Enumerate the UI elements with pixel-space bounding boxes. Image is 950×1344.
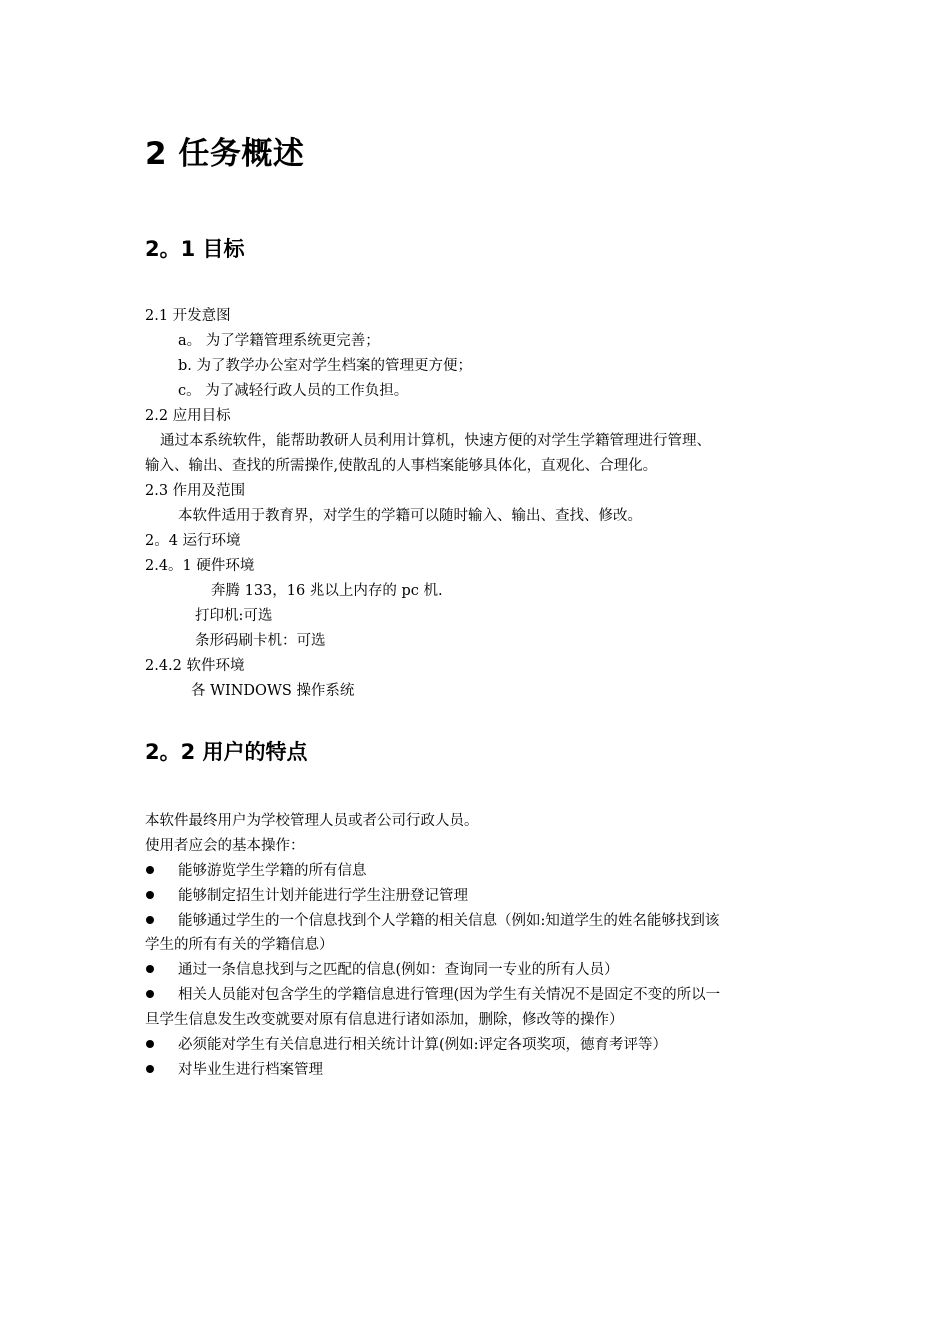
scope-label: 2.3 作用及范围 <box>145 483 246 499</box>
software-os: 各 WINDOWS 操作系统 <box>191 683 355 699</box>
bullet-item-3: 能够通过学生的一个信息找到个人学籍的相关信息（例如:知道学生的姓名能够找到该 <box>178 913 720 929</box>
bullet-dot <box>146 1065 154 1073</box>
bullet-dot <box>146 1040 154 1048</box>
app-goal-line-2: 输入、输出、查找的所需操作,使散乱的人事档案能够具体化，直观化、合理化。 <box>145 458 658 474</box>
dev-intent-item-b: b. 为了教学办公室对学生档案的管理更方便； <box>178 358 472 374</box>
bullet-dot <box>146 990 154 998</box>
section-heading-users: 2。2 用户的特点 <box>145 740 308 764</box>
bullet-item-5: 相关人员能对包含学生的学籍信息进行管理(因为学生有关情况不是固定不变的所以一 <box>178 987 721 1003</box>
hardware-printer: 打印机:可选 <box>195 608 273 624</box>
bullet-dot <box>146 866 154 874</box>
bullet-item-6: 必须能对学生有关信息进行相关统计计算(例如:评定各项奖项，德育考评等） <box>178 1037 668 1053</box>
scope-text: 本软件适用于教育界，对学生的学籍可以随时输入、输出、查找、修改。 <box>178 508 642 524</box>
users-intro: 本软件最终用户为学校管理人员或者公司行政人员。 <box>145 813 479 829</box>
bullet-item-7: 对毕业生进行档案管理 <box>178 1062 323 1078</box>
app-goal-line-1: 通过本系统软件，能帮助教研人员利用计算机，快速方便的对学生学籍管理进行管理、 <box>160 433 711 449</box>
hardware-card-reader: 条形码刷卡机：可选 <box>195 633 326 649</box>
bullet-item-1: 能够游览学生学籍的所有信息 <box>178 863 367 879</box>
bullet-item-5-cont: 旦学生信息发生改变就要对原有信息进行诸如添加，删除，修改等的操作） <box>145 1012 624 1028</box>
dev-intent-label: 2.1 开发意图 <box>145 308 231 324</box>
bullet-item-4: 通过一条信息找到与之匹配的信息(例如：查询同一专业的所有人员） <box>178 962 619 978</box>
app-goal-label: 2.2 应用目标 <box>145 408 231 424</box>
hardware-cpu: 奔腾 133，16 兆以上内存的 pc 机. <box>211 583 443 599</box>
dev-intent-item-a: a。 为了学籍管理系统更完善； <box>178 333 380 349</box>
bullet-dot <box>146 965 154 973</box>
dev-intent-item-c: c。 为了减轻行政人员的工作负担。 <box>178 383 409 399</box>
hardware-label: 2.4。1 硬件环境 <box>145 558 255 574</box>
software-label: 2.4.2 软件环境 <box>145 658 245 674</box>
bullet-dot <box>146 916 154 924</box>
ops-label: 使用者应会的基本操作： <box>145 838 305 854</box>
env-label: 2。4 运行环境 <box>145 533 241 549</box>
bullet-item-2: 能够制定招生计划并能进行学生注册登记管理 <box>178 888 468 904</box>
bullet-dot <box>146 891 154 899</box>
chapter-title: 2 任务概述 <box>145 136 305 172</box>
bullet-item-3-cont: 学生的所有有关的学籍信息） <box>145 937 334 953</box>
section-heading-goal: 2。1 目标 <box>145 237 245 261</box>
